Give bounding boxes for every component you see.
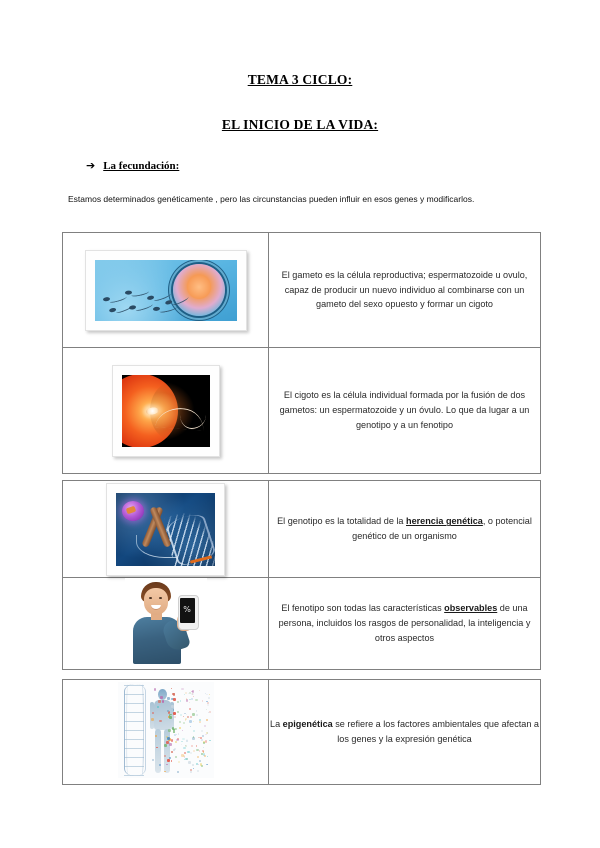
page-subtitle	[0, 88, 600, 133]
phone-screen-glyph: %	[183, 605, 191, 614]
table-row	[63, 680, 541, 785]
sperm-shape	[146, 291, 171, 301]
young-man-holding-smartphone-image	[125, 578, 207, 664]
color-particles	[118, 682, 214, 778]
definition-cigoto: El cigoto es la célula individual formada por la fusión de dos gametos: un espermatozoide y un óvulo. Lo que da lugar a un genotipo y a un fenotipo	[279, 390, 530, 430]
section-heading-fecundacion	[0, 133, 600, 172]
eye-shape	[149, 597, 152, 599]
table-row	[63, 348, 541, 474]
table-cell-image	[63, 578, 269, 670]
definition-epigenetica: La epigenética se refiere a los factores ambientales que afectan a los genes y la expresión genética	[270, 719, 539, 744]
table-block-2	[62, 480, 541, 670]
table-cell-image	[63, 680, 269, 785]
emphasis-observables: observables	[444, 603, 498, 614]
table-cell-text	[269, 481, 541, 578]
intro-paragraph: Estamos determinados genéticamente , pero las circunstancias pueden influir en esos genes y modificarlos.	[68, 194, 475, 204]
section-heading-label: La fecundación:	[103, 160, 180, 172]
picture-frame	[106, 483, 225, 576]
table-cell-image	[63, 233, 269, 348]
table-cell-image	[63, 348, 269, 474]
emphasis-herencia-genetica: herencia genética	[406, 516, 483, 527]
face-shape	[144, 588, 168, 615]
definition-fenotipo: El fenotipo son todas las características observables de una persona, incluidos los rasgos de personalidad, la inteligencia y otros aspectos	[278, 603, 531, 643]
single-sperm-fertilizing-ovum-image	[122, 375, 210, 447]
picture-frame	[112, 365, 220, 457]
picture-plain	[125, 578, 207, 664]
pixelated-human-figure-with-dna-image	[118, 682, 214, 778]
picture-plain	[118, 682, 214, 778]
page-subtitle-text: EL INICIO DE LA VIDA:	[221, 117, 379, 132]
table-row	[63, 233, 541, 348]
arrow-right-icon: ➔	[86, 159, 96, 172]
table-block-1	[62, 232, 541, 474]
table-block-3	[62, 679, 541, 785]
sperm-cells-approaching-ovum-image	[95, 260, 237, 321]
table-cell-text	[269, 348, 541, 474]
sperm-shape	[102, 294, 126, 302]
picture-frame	[85, 250, 247, 331]
table-cell-text	[269, 233, 541, 348]
definition-gameto: El gameto es la célula reproductiva; espermatozoide u ovulo, capaz de producir un nuevo individuo al combinarse con un gameto del sexo opuesto y formar un cigoto	[281, 269, 528, 310]
table-row	[63, 481, 541, 578]
table-cell-text	[269, 680, 541, 785]
eye-shape	[159, 597, 162, 599]
ovum-shape	[173, 264, 225, 316]
definition-genotipo: El genotipo es la totalidad de la herencia genética, o potencial genético de un organismo	[277, 516, 532, 541]
cell-nucleus	[122, 501, 144, 521]
emphasis-epigenetica: epigenética	[282, 719, 333, 730]
table-cell-image	[63, 481, 269, 578]
table-cell-text	[269, 578, 541, 670]
chromosome-and-dna-helix-image	[116, 493, 215, 566]
page-title	[0, 0, 600, 88]
page-title-text: TEMA 3 CICLO:	[247, 72, 353, 87]
table-row	[63, 578, 541, 670]
sperm-shape	[124, 289, 148, 296]
